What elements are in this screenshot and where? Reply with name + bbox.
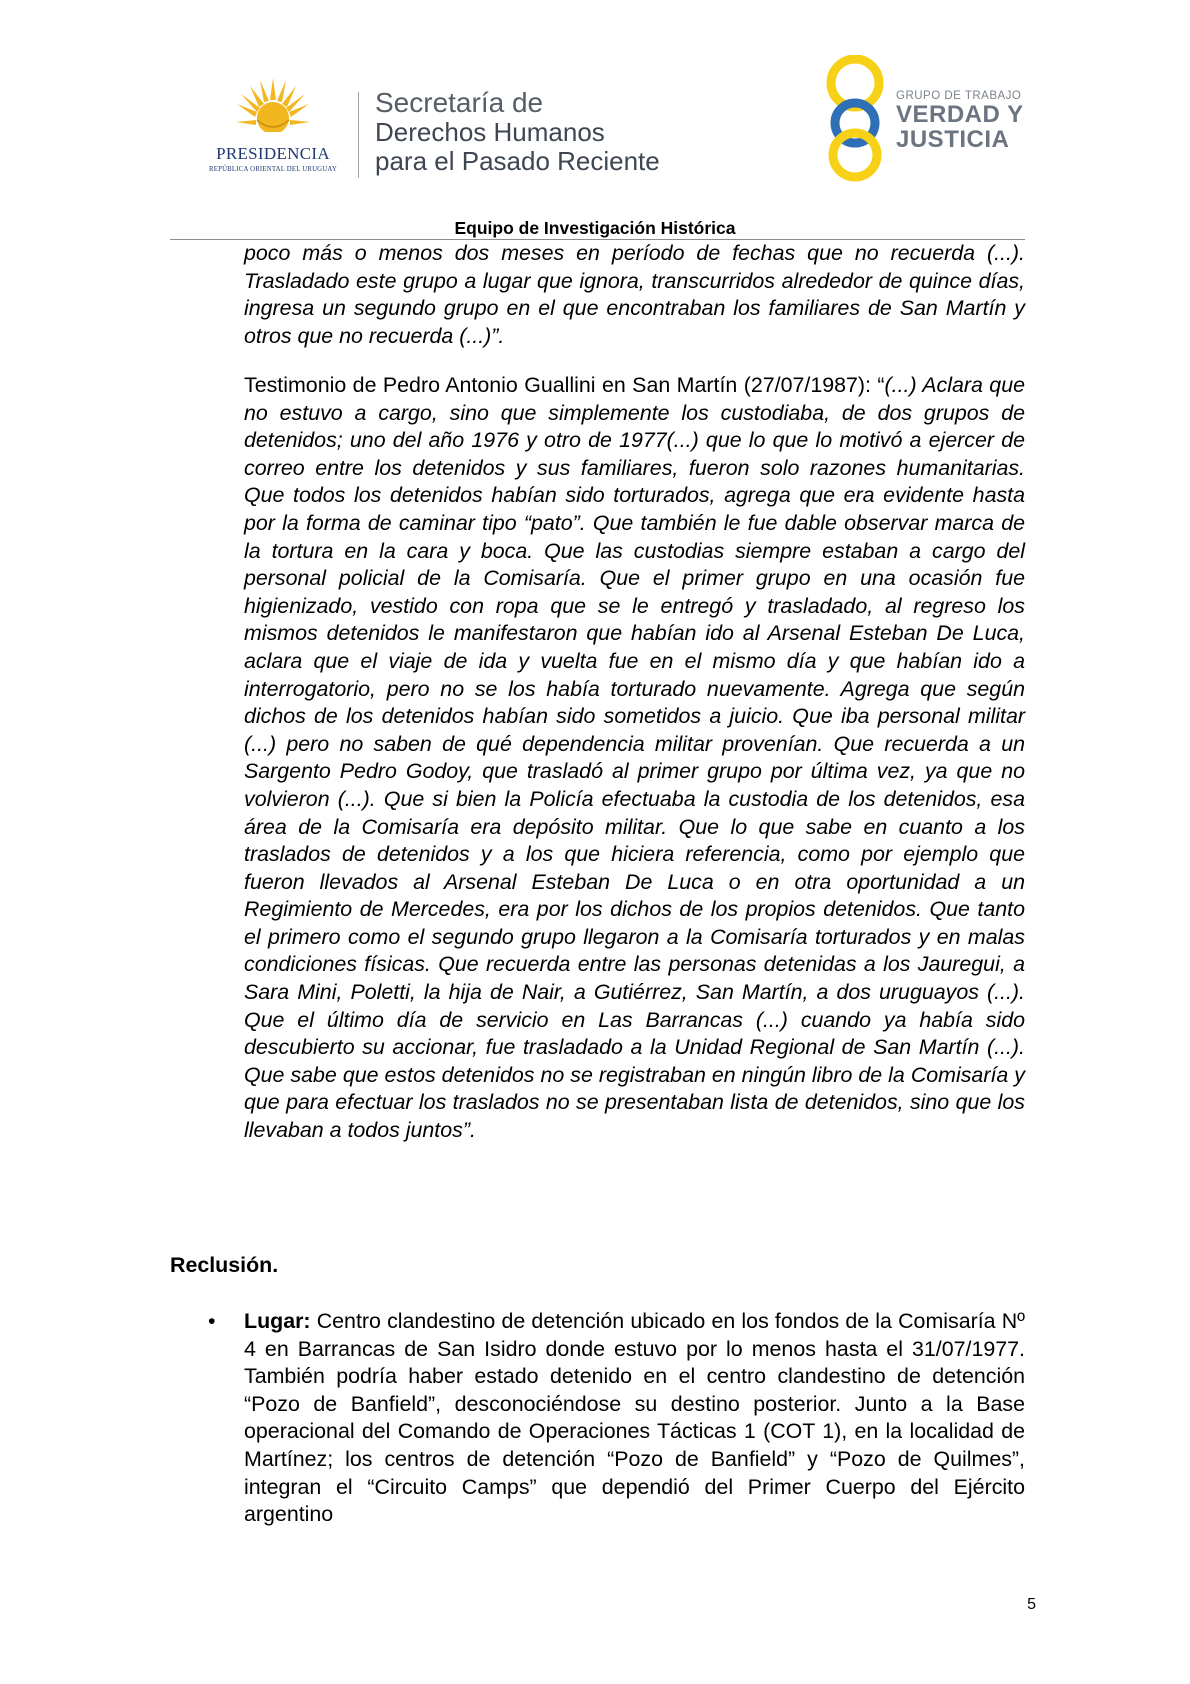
paragraph-1 [244,240,1025,350]
team-heading: Equipo de Investigación Histórica [454,218,736,238]
bullet-icon: • [208,1309,216,1333]
secretaria-line1: Secretaría de [375,87,544,118]
bullet-text [244,1308,1025,1529]
list-item [208,1308,1025,1529]
paragraph-2-quote: (...) Aclara que no estuvo a cargo, sino que simplemente los custodiaba, de dos grupos de detenidos; uno del año 1976 y otro de 1977(...) que lo que lo motivó a ejercer de correo entre los detenidos y sus familiares, fueron solo razones humanitarias. Que todos los detenidos habían sido torturados, agrega que era evidente hasta por la forma de caminar tipo “pato”. Que también le fue dable observar marca de la tortura en la cara y boca. Que las custodias siempre estaban a cargo del personal policial de la Comisaría. Que el primer grupo en una ocasión fue higienizado, vestido con ropa que se le entregó y trasladado, al regreso los mismos detenidos le manifestaron que habían ido al Arsenal Esteban De Luca, aclara que el viaje de ida y vuelta fue en el mismo día y que habían ido a interrogatorio, pero no se los había torturado nuevamente. Agrega que según dichos de los detenidos habían sido sometidos a juicio. Que iba personal militar (...) pero no saben de qué dependencia militar provenían. Que recuerda a un Sargento Pedro Godoy, que trasladó al primer grupo por última vez, ya que no volvieron (...). Que si bien la Policía efectuaba la custodia de los detenidos, esa área de la Comisaría era depósito militar. Que lo que sabe en cuanto a los traslados de detenidos y a los que hiciera referencia, como por ejemplo que fueron llevados al Arsenal Esteban De Luca o en otra oportunidad a un Regimiento de Mercedes, era por los dichos de los propios detenidos. Que tanto el primero como el segundo grupo llegaron a la Comisaría torturados y en malas condiciones físicas. Que recuerda entre las personas detenidas a los Jauregui, a Sara Mini, Poletti, la hija de Nair, a Gutiérrez, San Martín, a dos uruguayos (...). Que el último día de servicio en Las Barrancas (...) cuando ya había sido descubierto su accionar, fue trasladado a la Unidad Regional de San Martín (...). Que sabe que estos detenidos no se registraban en ningún libro de la Comisaría y que para efectuar los traslados no se presentaban lista de detenidos, sino que los llevaban a todos juntos”. [244,373,1025,1143]
paragraph-2-text [244,372,1025,1145]
presidencia-logo [198,78,348,183]
gtvj-logo [818,55,1028,185]
bullet-body: Centro clandestino de detención ubicado en los fondos de la Comisaría Nº 4 en Barrancas de San Isidro donde estuvo por lo menos hasta el 31/07/1977. También podría haber estado detenido en el centro clandestino de detención “Pozo de Banfield”, desconociéndose su destino posterior. Junto a la Base operacional del Comando de Operaciones Tácticas 1 (COT 1), en la localidad de Martínez; los centros de detención “Pozo de Banfield” y “Pozo de Quilmes”, integran el “Circuito Camps” que dependió del Primer Cuerpo del Ejército argentino [244,1309,1025,1527]
gtvj-text [896,90,1024,152]
bullet-label: Lugar: [244,1309,311,1333]
paragraph-1-text: poco más o menos dos meses en período de fechas que no recuerda (...). Trasladado este grupo a lugar que ignora, transcurridos alrededor de quince días, ingresa un segundo grupo en el que encontraban los familiares de San Martín y otros que no recuerda (...)”. [244,241,1025,348]
gtvj-line3: JUSTICIA [896,126,1010,153]
presidencia-name: PRESIDENCIA [216,144,330,163]
section-title: Reclusión. [170,1253,279,1277]
sun-icon [236,78,310,142]
secretaria-logo-text [375,88,660,176]
linked-rings-icon [818,55,892,183]
presidencia-subtitle: REPÚBLICA ORIENTAL DEL URUGUAY [209,166,337,173]
bullet-list [208,1308,1025,1529]
page-number: 5 [1027,1596,1036,1613]
gtvj-line2: VERDAD Y [896,101,1024,128]
paragraph-2 [244,372,1025,1145]
secretaria-line2: Derechos Humanos [375,117,605,147]
header-divider [358,92,359,178]
paragraph-2-lead: Testimonio de Pedro Antonio Guallini en San Martín (27/07/1987): “ [244,373,885,397]
secretaria-line3: para el Pasado Reciente [375,146,660,176]
gtvj-line1: GRUPO DE TRABAJO [896,90,1022,102]
